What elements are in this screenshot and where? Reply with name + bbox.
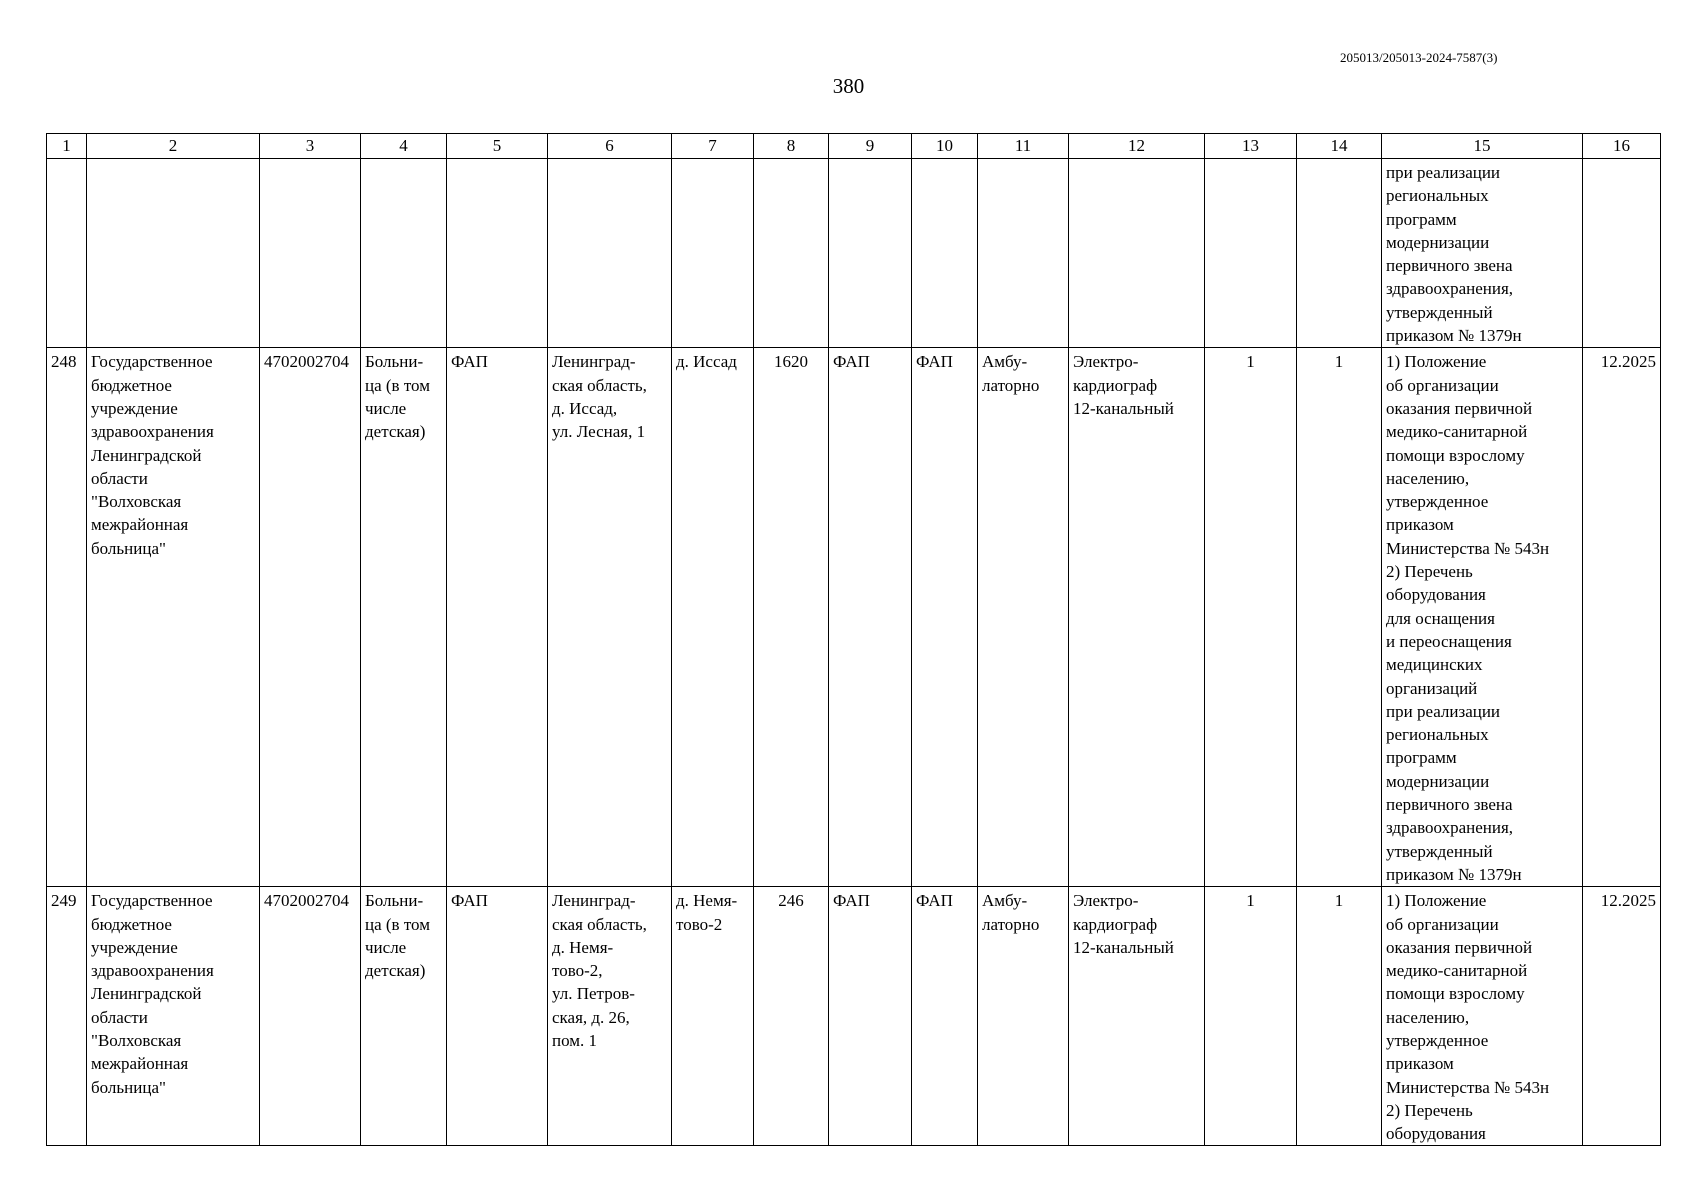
column-number: 5 — [447, 134, 548, 159]
column-number: 11 — [978, 134, 1069, 159]
continuation-row — [47, 159, 1661, 348]
column-number: 13 — [1205, 134, 1297, 159]
equipment-name: Электро- кардиограф 12-канальный — [1069, 348, 1205, 887]
locality: д. Иссад — [672, 348, 754, 887]
page-number: 380 — [832, 74, 865, 98]
address: Ленинград- ская область, д. Иссад, ул. Лесная, 1 — [548, 348, 672, 887]
population: 1620 — [754, 348, 829, 887]
table-row — [47, 348, 1661, 887]
column-number: 12 — [1069, 134, 1205, 159]
table-cell — [447, 159, 548, 348]
deadline: 12.2025 — [1583, 348, 1661, 887]
column-number-row — [47, 134, 1661, 159]
unit-name: ФАП — [912, 887, 978, 1146]
table-cell — [1205, 159, 1297, 348]
table-cell — [672, 159, 754, 348]
table-cell — [1583, 159, 1661, 348]
column-number: 1 — [47, 134, 87, 159]
care-condition: Амбу- латорно — [978, 348, 1069, 887]
locality: д. Немя- тово-2 — [672, 887, 754, 1146]
table-cell — [1297, 159, 1382, 348]
table-cell — [87, 159, 260, 348]
regulation-text: 1) Положение об организации оказания первичной медико-санитарной помощи взрослому населению, утвержденное приказом Министерства № 543н 2) Перечень оборудования для оснащения и переоснащения медицинских организаций при реализации региональных программ модернизации первичного звена здравоохранения, утвержденный приказом № 1379н — [1382, 348, 1583, 887]
address: Ленинград- ская область, д. Немя- тово-2, ул. Петров- ская, д. 26, пом. 1 — [548, 887, 672, 1146]
row-number: 248 — [47, 348, 87, 887]
care-condition: Амбу- латорно — [978, 887, 1069, 1146]
quantity: 1 — [1297, 348, 1382, 887]
regulation-text: при реализации региональных программ модернизации первичного звена здравоохранения, утвержденный приказом № 1379н — [1382, 159, 1583, 348]
unit-type: ФАП — [829, 887, 912, 1146]
table-row — [47, 887, 1661, 1146]
column-number: 4 — [361, 134, 447, 159]
subdivision: ФАП — [447, 348, 548, 887]
table-cell — [829, 159, 912, 348]
equipment-name: Электро- кардиограф 12-канальный — [1069, 887, 1205, 1146]
column-number: 8 — [754, 134, 829, 159]
table-cell — [47, 159, 87, 348]
document-id: 205013/205013-2024-7587(3) — [1340, 50, 1498, 65]
table-cell — [912, 159, 978, 348]
unit-name: ФАП — [912, 348, 978, 887]
quantity: 1 — [1297, 887, 1382, 1146]
column-number: 6 — [548, 134, 672, 159]
column-number: 10 — [912, 134, 978, 159]
quantity: 1 — [1205, 887, 1297, 1146]
table-cell — [361, 159, 447, 348]
table-cell — [260, 159, 361, 348]
deadline: 12.2025 — [1583, 887, 1661, 1146]
population: 246 — [754, 887, 829, 1146]
table-cell — [978, 159, 1069, 348]
table-cell — [1069, 159, 1205, 348]
table-cell — [548, 159, 672, 348]
table-cell — [754, 159, 829, 348]
column-number: 3 — [260, 134, 361, 159]
subdivision: ФАП — [447, 887, 548, 1146]
regulation-text: 1) Положение об организации оказания первичной медико-санитарной помощи взрослому населению, утвержденное приказом Министерства № 543н 2) Перечень оборудования — [1382, 887, 1583, 1146]
inn-code: 4702002704 — [260, 887, 361, 1146]
column-number: 7 — [672, 134, 754, 159]
unit-type: ФАП — [829, 348, 912, 887]
facility-type: Больни- ца (в том числе детская) — [361, 887, 447, 1146]
column-number: 2 — [87, 134, 260, 159]
facility-type: Больни- ца (в том числе детская) — [361, 348, 447, 887]
organization-name: Государственное бюджетное учреждение здравоохранения Ленинградской области "Волховская межрайонная больница" — [87, 348, 260, 887]
column-number: 15 — [1382, 134, 1583, 159]
column-number: 16 — [1583, 134, 1661, 159]
column-number: 14 — [1297, 134, 1382, 159]
organization-name: Государственное бюджетное учреждение здравоохранения Ленинградской области "Волховская межрайонная больница" — [87, 887, 260, 1146]
column-number: 9 — [829, 134, 912, 159]
row-number: 249 — [47, 887, 87, 1146]
equipment-table — [46, 133, 1661, 1146]
inn-code: 4702002704 — [260, 348, 361, 887]
quantity: 1 — [1205, 348, 1297, 887]
